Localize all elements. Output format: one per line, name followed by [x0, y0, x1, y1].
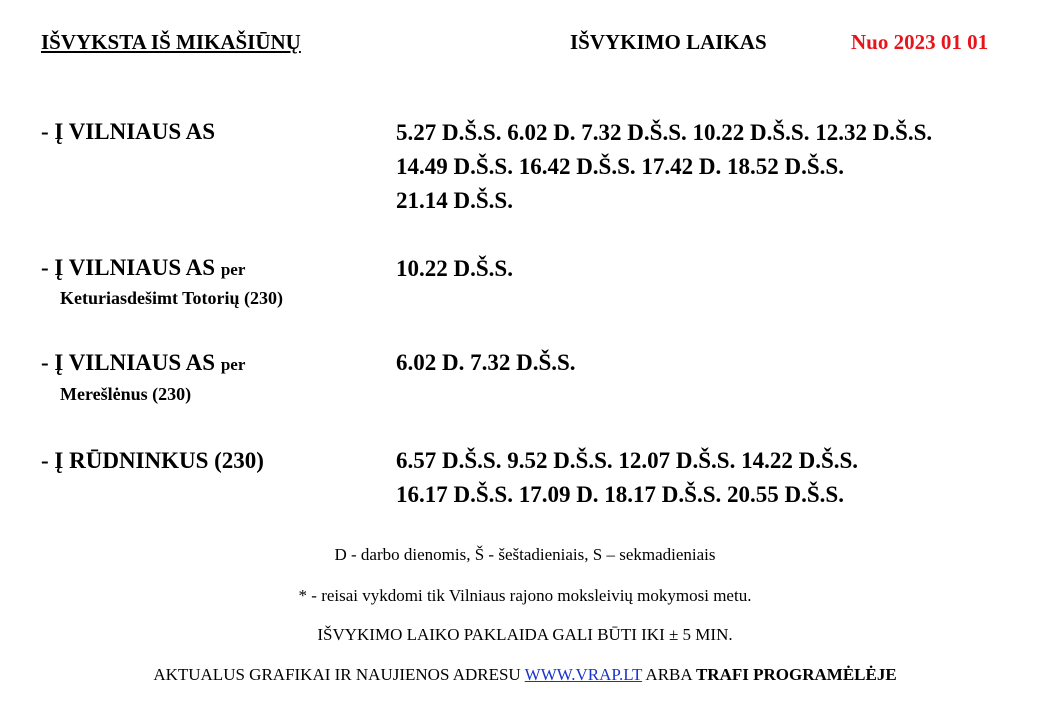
departure-stop-heading: IŠVYKSTA IŠ MIKAŠIŪNŲ [41, 30, 301, 54]
route-destination-label: - Į VILNIAUS AS [41, 119, 216, 144]
times-line: 10.22 D.Š.S. [396, 256, 513, 281]
info-prefix: AKTUALUS GRAFIKAI IR NAUJIENOS ADRESU [153, 665, 525, 684]
route-destination [41, 447, 264, 475]
info-note [0, 664, 1050, 686]
route-times [396, 444, 858, 512]
route-via: Keturiasdešimt Totorių (230) [60, 288, 283, 308]
route-destination-label: - Į VILNIAUS AS [41, 255, 216, 280]
route-times [396, 346, 576, 380]
route-times [396, 116, 932, 218]
route-destination-label: - Į VILNIAUS AS [41, 350, 216, 375]
times-line: 6.02 D. 7.32 D.Š.S. [396, 350, 576, 375]
route-per-label: per [220, 355, 246, 374]
departure-time-heading: IŠVYKIMO LAIKAS [570, 30, 767, 54]
route-per-label: per [220, 260, 246, 279]
route-destination-label: - Į RŪDNINKUS (230) [41, 448, 264, 473]
trafi-app-label: TRAFI PROGRAMĖLĖJE [695, 665, 897, 684]
times-line: 16.17 D.Š.S. 17.09 D. 18.17 D.Š.S. 20.55 D.Š.S. [396, 482, 844, 507]
route-destination [41, 118, 215, 146]
school-trips-note: * - reisai vykdomi tik Vilniaus rajono moksleivių mokymosi metu. [298, 586, 752, 605]
legend-note: D - darbo dienomis, Š - šeštadieniais, S – sekmadieniais [334, 545, 716, 564]
times-line: 5.27 D.Š.S. 6.02 D. 7.32 D.Š.S. 10.22 D.Š.S. 12.32 D.Š.S. [396, 120, 933, 145]
website-link[interactable]: WWW.VRAP.LT [524, 665, 643, 684]
route-destination [41, 349, 245, 379]
route-destination [41, 254, 245, 284]
info-middle: ARBA [642, 665, 696, 684]
route-times [396, 252, 513, 286]
times-line: 6.57 D.Š.S. 9.52 D.Š.S. 12.07 D.Š.S. 14.22 D.Š.S. [396, 448, 859, 473]
time-tolerance-note: IŠVYKIMO LAIKO PAKLAIDA GALI BŪTI IKI ± 5 MIN. [317, 625, 733, 644]
route-via: Merešlėnus (230) [60, 384, 192, 404]
times-line: 14.49 D.Š.S. 16.42 D.Š.S. 17.42 D. 18.52 D.Š.S. [396, 154, 844, 179]
times-line: 21.14 D.Š.S. [396, 188, 513, 213]
valid-from-date: Nuo 2023 01 01 [851, 30, 989, 54]
